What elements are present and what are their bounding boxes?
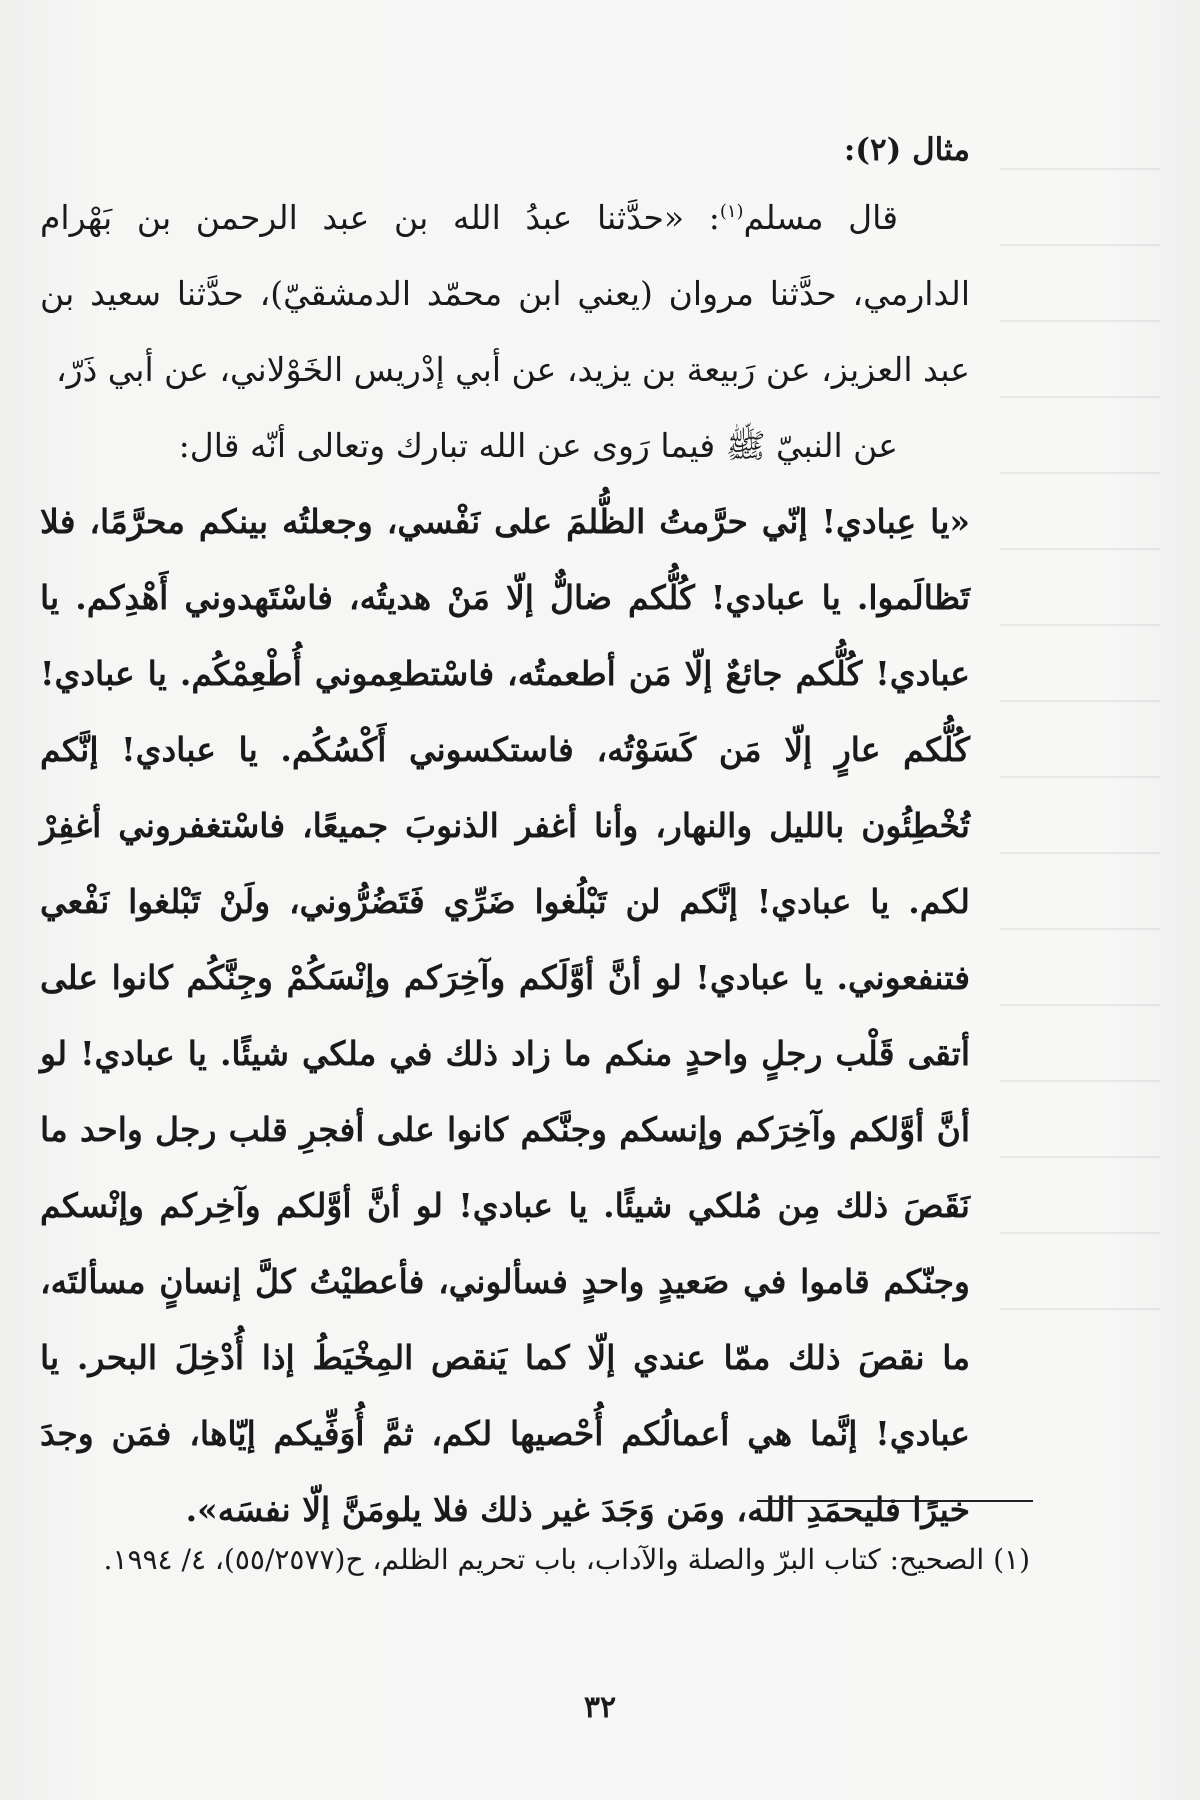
page-number: ٣٢ <box>583 1690 617 1725</box>
hadith-text: «يا عِبادي! إنّي حرَّمتُ الظُّلمَ على نَفْسي، وجعلتُه بينكم محرَّمًا، فلا تَظالَموا. يا عبادي! كُلُّكم ضالٌّ إلّا مَنْ هديتُه، فاسْتَهدوني أَهْدِكم. يا عبادي! كُلُّكم جائعٌ إلّا مَن أطعمتُه، فاسْتطعِموني أُطْعِمْكُم. يا عبادي! كُلُّكم عارٍ إلّا مَن كَسَوْتُه، فاستكسوني أَكْسُكُم. يا عبادي! إنَّكم تُخْطِئُون بالليل والنهار، وأنا أغفر الذنوبَ جميعًا، فاسْتغفروني أغفِرْ لكم. يا عبادي! إنَّكم لن تَبْلُغوا ضَرِّي فَتَضُرُّوني، ولَنْ تَبْلغوا نَفْعي فتنفعوني. يا عبادي! لو أنَّ أوَّلَكم وآخِرَكم وإنْسَكُمْ وجِنَّكُم كانوا على أتقى قَلْب رجلٍ واحدٍ منكم ما زاد ذلك في ملكي شيئًا. يا عبادي! لو أنَّ أوَّلكم وآخِرَكم وإنسكم وجنَّكم كانوا على أفجرِ قلب رجل واحد ما نَقَصَ ذلك مِن مُلكي شيئًا. يا عبادي! لو أنَّ أوَّلكم وآخِركم وإنْسكم وجنّكم قاموا في صَعيدٍ واحدٍ فسألوني، فأعطيْتُ كلَّ إنسانٍ مسألتَه، ما نقصَ ذلك ممّا عندي إلّا كما يَنقص المِخْيَطُ إذا أُدْخِلَ البحر. يا عبادي! إنَّما هي أعمالُكم أُحْصيها لكم، ثمَّ أُوَفِّيكم إيّاها، فمَن وجدَ خيرًا فليحمَدِ الله، ومَن وَجَدَ غير ذلك فلا يلومَنَّ إلّا نفسَه». <box>40 502 970 1529</box>
footnote: (١) الصحيح: كتاب البرّ والصلة والآداب، باب تحريم الظلم، ح(٥٥/٢٥٧٧)، ٤/ ١٩٩٤. <box>103 1543 1030 1576</box>
isnad-paragraph <box>40 180 970 408</box>
bleed-through-text <box>1000 130 1160 1380</box>
footnote-reference: (١) <box>719 201 744 222</box>
intro-text-start: قال مسلم <box>743 198 898 237</box>
intro-text-rest: : «حدَّثنا عبدُ الله بن عبد الرحمن بن بَهْرام الدارمي، حدَّثنا مروان (يعني ابن محمّد الدمشقيّ)، حدَّثنا سعيد بن عبد العزيز، عن رَبيعة بن يزيد، عن أبي إدْريس الخَوْلاني، عن أبي ذَرّ، <box>40 198 970 389</box>
example-heading: مثال (٢): <box>843 132 970 168</box>
main-text <box>40 120 970 1548</box>
footnote-separator <box>757 1500 1033 1502</box>
narration-line: عن النبيّ ﷺ فيما رَوى عن الله تبارك وتعالى أنّه قال: <box>178 426 898 465</box>
